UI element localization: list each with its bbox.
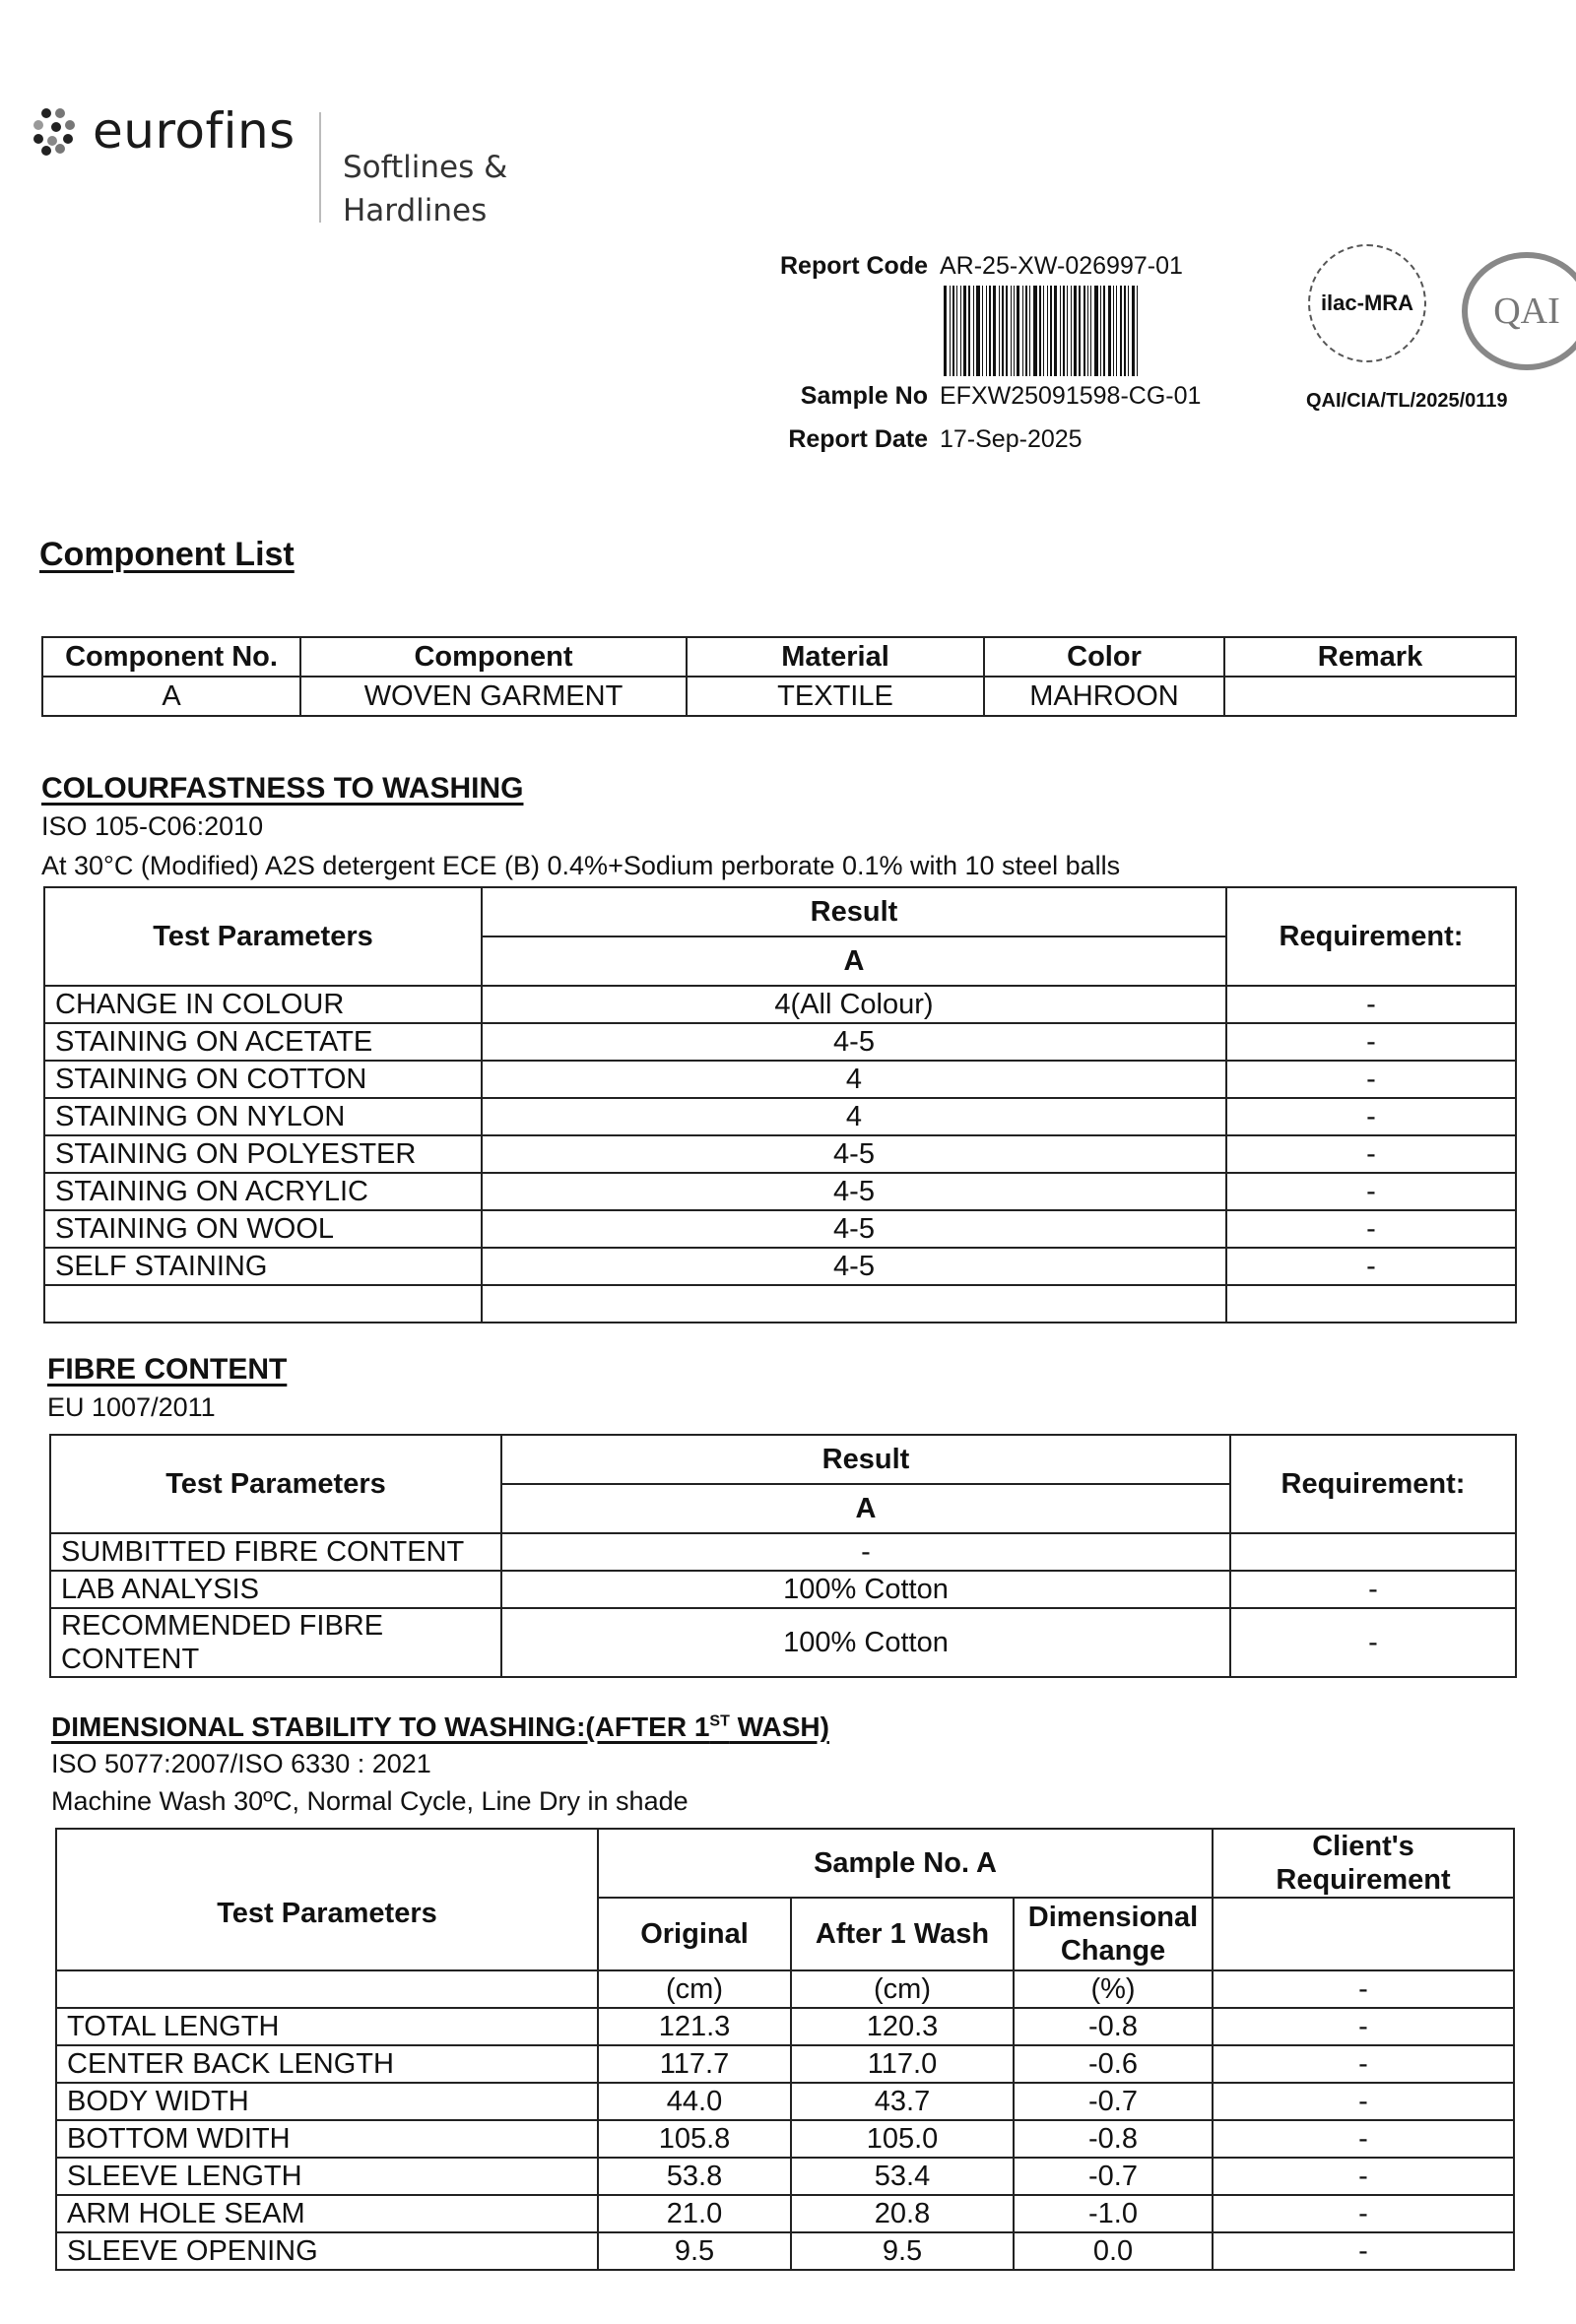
dimensional-title-end: WASH) bbox=[729, 1711, 829, 1742]
requirement-cell: - bbox=[1226, 1173, 1516, 1210]
requirement-cell: - bbox=[1213, 2045, 1514, 2083]
table-row bbox=[44, 1285, 1516, 1323]
table-row bbox=[56, 2045, 1514, 2083]
table-row bbox=[44, 1210, 1516, 1248]
requirement-cell: - bbox=[1226, 1061, 1516, 1098]
barcode-bar bbox=[999, 286, 1000, 376]
requirement-cell: - bbox=[1213, 2195, 1514, 2232]
param-cell: SELF STAINING bbox=[44, 1248, 482, 1285]
fibre-content-title: FIBRE CONTENT bbox=[47, 1353, 288, 1386]
header-test-parameters: Test Parameters bbox=[44, 887, 482, 986]
barcode-bar bbox=[993, 286, 996, 376]
after-wash-cell: 20.8 bbox=[791, 2195, 1014, 2232]
dimensional-title-sup: ST bbox=[709, 1712, 730, 1730]
requirement-cell: - bbox=[1213, 2120, 1514, 2158]
report-code-value: AR-25-XW-026997-01 bbox=[940, 252, 1183, 280]
result-cell: 4-5 bbox=[482, 1173, 1226, 1210]
after-wash-cell: 105.0 bbox=[791, 2120, 1014, 2158]
requirement-cell bbox=[1226, 1285, 1516, 1323]
report-date-value: 17-Sep-2025 bbox=[940, 425, 1083, 453]
barcode-bar bbox=[1120, 286, 1122, 376]
dimensional-conditions: Machine Wash 30ºC, Normal Cycle, Line Dry in shade bbox=[51, 1786, 689, 1816]
header-original: Original bbox=[598, 1898, 791, 1970]
colourfastness-title: COLOURFASTNESS TO WASHING bbox=[41, 772, 524, 805]
division-name bbox=[343, 146, 507, 232]
component-list-title: Component List bbox=[39, 536, 295, 573]
header-component: Component bbox=[300, 637, 687, 677]
header-test-parameters: Test Parameters bbox=[56, 1829, 598, 1970]
original-cell: 21.0 bbox=[598, 2195, 791, 2232]
colourfastness-standard: ISO 105-C06:2010 bbox=[41, 811, 264, 841]
change-cell: -0.8 bbox=[1014, 2008, 1213, 2045]
unit-row bbox=[56, 1970, 1514, 2008]
requirement-cell: - bbox=[1213, 2232, 1514, 2270]
component-cell: WOVEN GARMENT bbox=[300, 677, 687, 716]
barcode-bar bbox=[1063, 286, 1065, 376]
qai-logo: QAI bbox=[1462, 252, 1576, 370]
table-row bbox=[44, 986, 1516, 1023]
param-cell: STAINING ON COTTON bbox=[44, 1061, 482, 1098]
component-no-cell: A bbox=[42, 677, 300, 716]
result-cell: 4(All Colour) bbox=[482, 986, 1226, 1023]
change-cell: 0.0 bbox=[1014, 2232, 1213, 2270]
param-cell: RECOMMENDED FIBRE CONTENT bbox=[50, 1608, 501, 1677]
result-cell: 4-5 bbox=[482, 1135, 1226, 1173]
barcode-bar bbox=[1067, 286, 1068, 376]
after-wash-cell: 117.0 bbox=[791, 2045, 1014, 2083]
result-cell: 4-5 bbox=[482, 1248, 1226, 1285]
original-cell: 53.8 bbox=[598, 2158, 791, 2195]
result-cell: - bbox=[501, 1533, 1230, 1571]
result-cell: 100% Cotton bbox=[501, 1571, 1230, 1608]
report-code-row bbox=[770, 252, 1183, 281]
dimensional-standard: ISO 5077:2007/ISO 6330 : 2021 bbox=[51, 1749, 431, 1778]
header-test-parameters: Test Parameters bbox=[50, 1435, 501, 1533]
barcode-bar bbox=[1002, 286, 1004, 376]
unit-param-empty bbox=[56, 1970, 598, 2008]
component-table bbox=[41, 636, 1517, 717]
fibre-content-table bbox=[49, 1434, 1517, 1678]
requirement-cell: - bbox=[1213, 2008, 1514, 2045]
barcode-bar bbox=[1108, 286, 1111, 376]
barcode-bar bbox=[1124, 286, 1126, 376]
change-cell: -0.6 bbox=[1014, 2045, 1213, 2083]
table-row bbox=[44, 1173, 1516, 1210]
result-cell: 4-5 bbox=[482, 1210, 1226, 1248]
table-row bbox=[56, 2232, 1514, 2270]
header-result: Result bbox=[501, 1435, 1230, 1484]
barcode-bar bbox=[1074, 286, 1077, 376]
header-sample-no-a: Sample No. A bbox=[598, 1829, 1213, 1898]
after-wash-cell: 9.5 bbox=[791, 2232, 1014, 2270]
barcode-bar bbox=[1006, 286, 1008, 376]
barcode-bar bbox=[1128, 286, 1129, 376]
report-date-label: Report Date bbox=[788, 425, 928, 453]
logo-divider bbox=[319, 112, 321, 223]
table-row bbox=[56, 2158, 1514, 2195]
division-line-1: Softlines & bbox=[343, 150, 508, 185]
barcode-bar bbox=[986, 286, 987, 376]
barcode-bar bbox=[1039, 286, 1041, 376]
original-cell: 121.3 bbox=[598, 2008, 791, 2045]
header-color: Color bbox=[984, 637, 1224, 677]
param-cell bbox=[44, 1285, 482, 1323]
barcode-bar bbox=[1043, 286, 1044, 376]
param-cell: STAINING ON NYLON bbox=[44, 1098, 482, 1135]
barcode-bar bbox=[973, 286, 974, 376]
param-cell: BODY WIDTH bbox=[56, 2083, 598, 2120]
barcode-bar bbox=[1116, 286, 1117, 376]
requirement-cell: - bbox=[1213, 2158, 1514, 2195]
barcode-bar bbox=[1011, 286, 1012, 376]
barcode-bar bbox=[1017, 286, 1019, 376]
requirement-cell: - bbox=[1226, 1098, 1516, 1135]
change-cell: -0.8 bbox=[1014, 2120, 1213, 2158]
barcode-bar bbox=[1022, 286, 1023, 376]
param-cell: TOTAL LENGTH bbox=[56, 2008, 598, 2045]
table-row bbox=[56, 2083, 1514, 2120]
report-code-label: Report Code bbox=[780, 252, 928, 280]
colourfastness-table bbox=[43, 886, 1517, 1323]
table-row bbox=[44, 1098, 1516, 1135]
change-cell: -0.7 bbox=[1014, 2158, 1213, 2195]
barcode-bar bbox=[1100, 286, 1101, 376]
param-cell: SLEEVE LENGTH bbox=[56, 2158, 598, 2195]
header-material: Material bbox=[687, 637, 984, 677]
colourfastness-conditions: At 30°C (Modified) A2S detergent ECE (B) 0.4%+Sodium perborate 0.1% with 10 steel balls bbox=[41, 851, 1121, 880]
barcode-bar bbox=[1079, 286, 1081, 376]
header-component-no: Component No. bbox=[42, 637, 300, 677]
header-requirement: Requirement: bbox=[1230, 1435, 1516, 1533]
after-wash-cell: 43.7 bbox=[791, 2083, 1014, 2120]
table-row bbox=[44, 1061, 1516, 1098]
barcode-bar bbox=[989, 286, 991, 376]
header-remark: Remark bbox=[1224, 637, 1516, 677]
original-cell: 44.0 bbox=[598, 2083, 791, 2120]
header-dimensional-change: Dimensional Change bbox=[1014, 1898, 1213, 1970]
original-cell: 105.8 bbox=[598, 2120, 791, 2158]
barcode bbox=[944, 286, 1259, 376]
table-row bbox=[50, 1533, 1516, 1571]
barcode-bar bbox=[1047, 286, 1048, 376]
unit-original: (cm) bbox=[598, 1970, 791, 2008]
requirement-cell: - bbox=[1226, 1248, 1516, 1285]
header-requirement: Requirement: bbox=[1226, 887, 1516, 986]
result-cell: 4 bbox=[482, 1061, 1226, 1098]
sample-no-value: EFXW25091598-CG-01 bbox=[940, 382, 1202, 410]
header-result: Result bbox=[482, 887, 1226, 936]
barcode-bar bbox=[1025, 286, 1027, 376]
param-cell: CHANGE IN COLOUR bbox=[44, 986, 482, 1023]
requirement-cell: - bbox=[1226, 1210, 1516, 1248]
sample-no-row bbox=[770, 382, 1201, 411]
certificate-number: QAI/CIA/TL/2025/0119 bbox=[1306, 390, 1508, 412]
table-row bbox=[44, 1023, 1516, 1061]
dimensional-table bbox=[55, 1828, 1515, 2271]
barcode-bar bbox=[968, 286, 970, 376]
param-cell: BOTTOM WDITH bbox=[56, 2120, 598, 2158]
remark-cell bbox=[1224, 677, 1516, 716]
barcode-bar bbox=[982, 286, 983, 376]
unit-change: (%) bbox=[1014, 1970, 1213, 2008]
barcode-bar bbox=[1087, 286, 1088, 376]
requirement-cell: - bbox=[1226, 1135, 1516, 1173]
report-date-row bbox=[770, 425, 1083, 454]
barcode-bar bbox=[1014, 286, 1015, 376]
fibre-content-standard: EU 1007/2011 bbox=[47, 1392, 216, 1422]
barcode-bar bbox=[1132, 286, 1135, 376]
requirement-cell: - bbox=[1226, 986, 1516, 1023]
result-cell: 4-5 bbox=[482, 1023, 1226, 1061]
barcode-bar bbox=[1050, 286, 1052, 376]
barcode-bar bbox=[1084, 286, 1085, 376]
table-row bbox=[44, 1135, 1516, 1173]
change-cell: -1.0 bbox=[1014, 2195, 1213, 2232]
table-row bbox=[56, 2008, 1514, 2045]
barcode-bar bbox=[1113, 286, 1114, 376]
barcode-bar bbox=[960, 286, 961, 376]
unit-after: (cm) bbox=[791, 1970, 1014, 2008]
param-cell: STAINING ON ACRYLIC bbox=[44, 1173, 482, 1210]
after-wash-cell: 120.3 bbox=[791, 2008, 1014, 2045]
barcode-bar bbox=[976, 286, 980, 376]
requirement-cell: - bbox=[1230, 1571, 1516, 1608]
change-cell: -0.7 bbox=[1014, 2083, 1213, 2120]
division-line-2: Hardlines bbox=[343, 193, 488, 228]
dimensional-title-text: DIMENSIONAL STABILITY TO WASHING:(AFTER 1 bbox=[51, 1711, 710, 1742]
result-cell: 100% Cotton bbox=[501, 1608, 1230, 1677]
header-sample-a: A bbox=[501, 1484, 1230, 1533]
requirement-cell: - bbox=[1230, 1608, 1516, 1677]
barcode-bar bbox=[1071, 286, 1072, 376]
requirement-cell: - bbox=[1226, 1023, 1516, 1061]
material-cell: TEXTILE bbox=[687, 677, 984, 716]
table-row bbox=[56, 2120, 1514, 2158]
component-header-row bbox=[42, 637, 1516, 677]
barcode-bar bbox=[956, 286, 957, 376]
barcode-bar bbox=[1033, 286, 1037, 376]
after-wash-cell: 53.4 bbox=[791, 2158, 1014, 2195]
eurofins-dots-icon bbox=[33, 108, 79, 154]
param-cell: ARM HOLE SEAM bbox=[56, 2195, 598, 2232]
barcode-bar bbox=[950, 286, 951, 376]
barcode-bar bbox=[1054, 286, 1057, 376]
param-cell: SLEEVE OPENING bbox=[56, 2232, 598, 2270]
barcode-bar bbox=[952, 286, 954, 376]
param-cell: LAB ANALYSIS bbox=[50, 1571, 501, 1608]
original-cell: 9.5 bbox=[598, 2232, 791, 2270]
table-row bbox=[50, 1608, 1516, 1677]
requirement-cell: - bbox=[1213, 2083, 1514, 2120]
param-cell: SUMBITTED FIBRE CONTENT bbox=[50, 1533, 501, 1571]
table-row bbox=[42, 677, 1516, 716]
result-cell: 4 bbox=[482, 1098, 1226, 1135]
table-row bbox=[44, 1248, 1516, 1285]
param-cell: CENTER BACK LENGTH bbox=[56, 2045, 598, 2083]
header-sample-a: A bbox=[482, 936, 1226, 986]
color-cell: MAHROON bbox=[984, 677, 1224, 716]
header-client-empty bbox=[1213, 1898, 1514, 1970]
unit-requirement: - bbox=[1213, 1970, 1514, 2008]
param-cell: STAINING ON POLYESTER bbox=[44, 1135, 482, 1173]
barcode-bar bbox=[1090, 286, 1091, 376]
param-cell: STAINING ON WOOL bbox=[44, 1210, 482, 1248]
barcode-bar bbox=[1103, 286, 1105, 376]
eurofins-logo bbox=[33, 102, 296, 160]
sample-no-label: Sample No bbox=[800, 382, 928, 410]
requirement-cell bbox=[1230, 1533, 1516, 1571]
ilac-mra-logo: ilac-MRA bbox=[1308, 244, 1426, 362]
barcode-bar bbox=[1137, 286, 1138, 376]
dimensional-title bbox=[51, 1711, 829, 1743]
brand-name: eurofins bbox=[93, 102, 296, 160]
param-cell: STAINING ON ACETATE bbox=[44, 1023, 482, 1061]
barcode-bar bbox=[1029, 286, 1030, 376]
barcode-bar bbox=[944, 286, 947, 376]
table-row bbox=[50, 1571, 1516, 1608]
table-row bbox=[56, 2195, 1514, 2232]
header-after-1-wash: After 1 Wash bbox=[791, 1898, 1014, 1970]
barcode-bar bbox=[963, 286, 966, 376]
header-clients-requirement: Client's Requirement bbox=[1213, 1829, 1514, 1898]
barcode-bar bbox=[1094, 286, 1098, 376]
original-cell: 117.7 bbox=[598, 2045, 791, 2083]
barcode-bar bbox=[1060, 286, 1061, 376]
result-cell bbox=[482, 1285, 1226, 1323]
